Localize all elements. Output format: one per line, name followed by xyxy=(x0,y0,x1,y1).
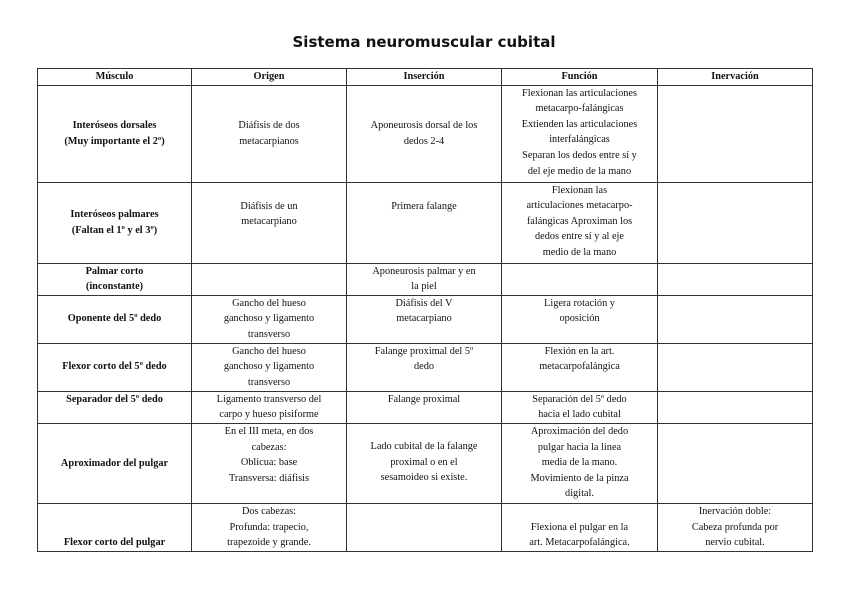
cell-funcion: Flexiona el pulgar en la art. Metacarpofalángica. xyxy=(502,503,658,551)
table-row xyxy=(38,85,813,182)
table-row xyxy=(38,423,813,503)
cell-origen: Dos cabezas: Profunda: trapecio, trapezoide y grande. xyxy=(192,503,347,551)
cell-funcion: Aproximación del dedo pulgar hacia la línea media de la mano. Movimiento de la pinza digital. xyxy=(502,423,658,503)
table-row xyxy=(38,295,813,343)
cell-musculo: Aproximador del pulgar xyxy=(38,423,192,503)
cell-inervacion xyxy=(658,391,813,423)
cell-insercion: Primera falange xyxy=(347,182,502,263)
cell-musculo: Interóseos palmares (Faltan el 1º y el 3º) xyxy=(38,182,192,263)
cell-inervacion xyxy=(658,343,813,391)
cell-inervacion xyxy=(658,182,813,263)
cell-funcion: Flexionan las articulaciones metacarpo- falángicas Aproximan los dedos entre sí y al eje medio de la mano xyxy=(502,182,658,263)
cell-insercion: Lado cubital de la falange proximal o en el sesamoideo si existe. xyxy=(347,423,502,503)
cell-insercion: Aponeurosis palmar y en la piel xyxy=(347,263,502,295)
cell-origen xyxy=(192,263,347,295)
cell-insercion xyxy=(347,503,502,551)
cell-musculo: Palmar corto (inconstante) xyxy=(38,263,192,295)
header-musculo: Músculo xyxy=(38,69,192,86)
cell-inervacion xyxy=(658,295,813,343)
header-origen: Origen xyxy=(192,69,347,86)
cell-funcion: Flexión en la art. metacarpofalángica xyxy=(502,343,658,391)
cell-origen: Diáfisis de dos metacarpianos xyxy=(192,85,347,182)
cell-origen: Ligamento transverso del carpo y hueso pisiforme xyxy=(192,391,347,423)
cell-funcion: Flexionan las articulaciones metacarpo-falángicas Extienden las articulaciones interfalángicas Separan los dedos entre sí y del eje medio de la mano xyxy=(502,85,658,182)
table-row xyxy=(38,391,813,423)
cell-insercion: Falange proximal xyxy=(347,391,502,423)
cell-musculo: Flexor corto del pulgar xyxy=(38,503,192,551)
header-funcion: Función xyxy=(502,69,658,86)
cell-inervacion xyxy=(658,85,813,182)
cell-inervacion: Inervación doble: Cabeza profunda por nervio cubital. xyxy=(658,503,813,551)
cell-origen: Diáfisis de un metacarpiano xyxy=(192,182,347,263)
cell-musculo: Interóseos dorsales (Muy importante el 2º) xyxy=(38,85,192,182)
cell-funcion xyxy=(502,263,658,295)
table-header-row xyxy=(38,69,813,86)
cell-inervacion xyxy=(658,263,813,295)
document-title: Sistema neuromuscular cubital xyxy=(292,33,556,51)
cell-funcion: Ligera rotación y oposición xyxy=(502,295,658,343)
cell-insercion: Diáfisis del V metacarpiano xyxy=(347,295,502,343)
cell-musculo: Separador del 5º dedo xyxy=(38,391,192,423)
header-insercion: Inserción xyxy=(347,69,502,86)
table-row xyxy=(38,343,813,391)
cell-origen: En el III meta, en dos cabezas: Oblicua: base Transversa: diáfisis xyxy=(192,423,347,503)
muscle-table xyxy=(37,68,813,552)
cell-origen: Gancho del hueso ganchoso y ligamento transverso xyxy=(192,295,347,343)
cell-inervacion xyxy=(658,423,813,503)
cell-funcion: Separación del 5º dedo hacia el lado cubital xyxy=(502,391,658,423)
cell-insercion: Aponeurosis dorsal de los dedos 2-4 xyxy=(347,85,502,182)
cell-musculo: Flexor corto del 5º dedo xyxy=(38,343,192,391)
cell-musculo: Oponente del 5º dedo xyxy=(38,295,192,343)
cell-origen: Gancho del hueso ganchoso y ligamento transverso xyxy=(192,343,347,391)
header-inervacion: Inervación xyxy=(658,69,813,86)
table-row xyxy=(38,503,813,551)
cell-insercion: Falange proximal del 5º dedo xyxy=(347,343,502,391)
table-row xyxy=(38,263,813,295)
table-row xyxy=(38,182,813,263)
